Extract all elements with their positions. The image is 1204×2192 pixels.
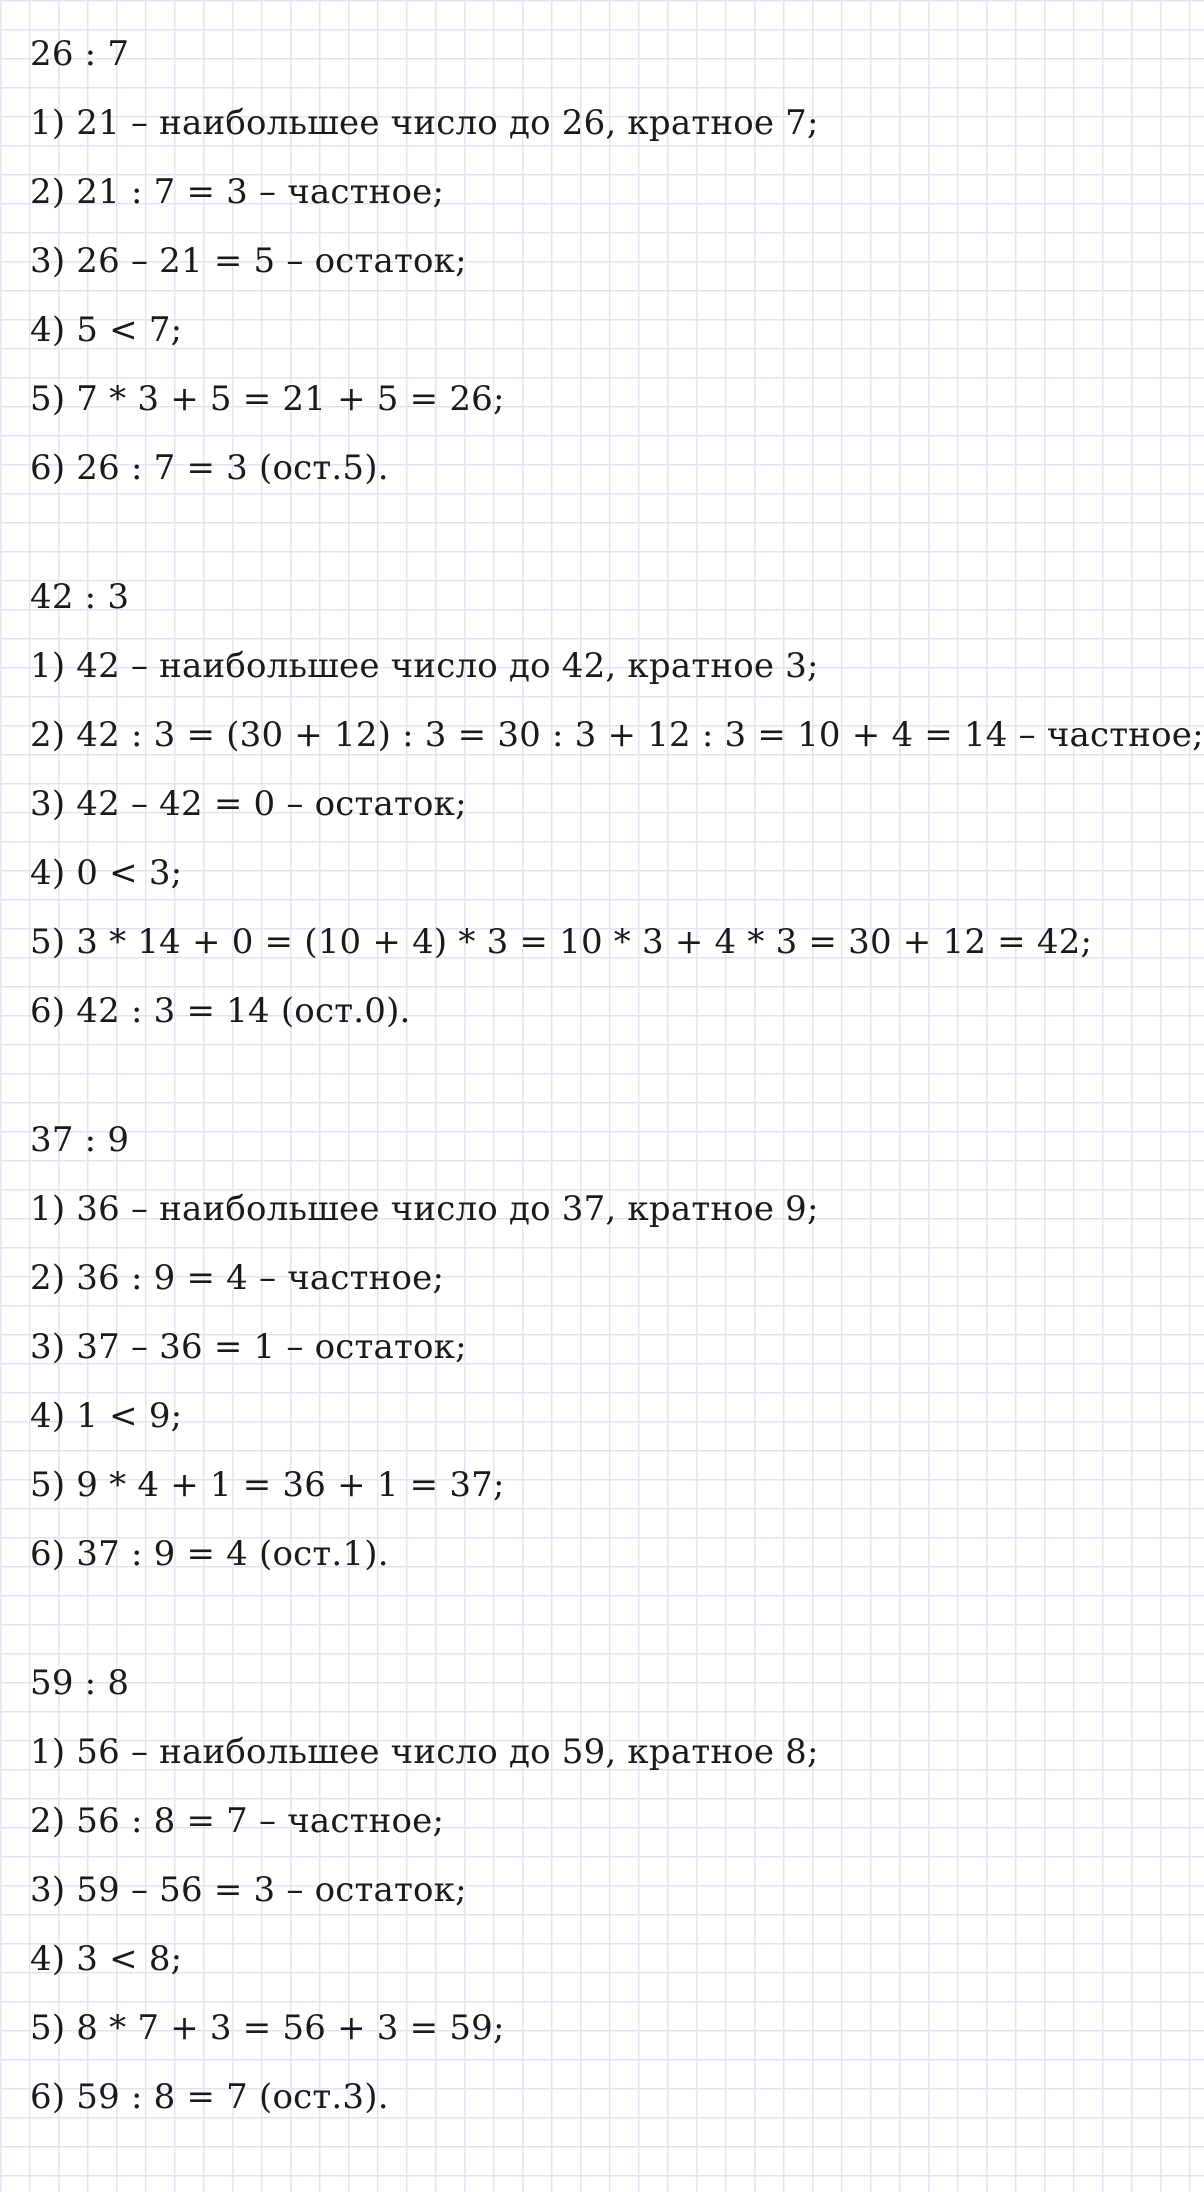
block-title: 26 : 7 [30,34,130,74]
division-block-59-8 [30,1649,1180,2132]
block-title: 59 : 8 [30,1663,130,1703]
step-5: 5) 9 * 4 + 1 = 36 + 1 = 37; [30,1465,505,1505]
block-title: 42 : 3 [30,577,130,617]
step-3: 3) 26 – 21 = 5 – остаток; [30,241,467,281]
step-5: 5) 7 * 3 + 5 = 21 + 5 = 26; [30,379,505,419]
step-4: 4) 1 < 9; [30,1396,183,1436]
step-6: 6) 26 : 7 = 3 (ост.5). [30,448,389,488]
step-3: 3) 59 – 56 = 3 – остаток; [30,1870,467,1910]
step-4: 4) 5 < 7; [30,310,183,350]
solution-page [30,20,1204,2192]
step-1: 1) 42 – наибольшее число до 42, кратное 3; [30,646,819,686]
step-6: 6) 37 : 9 = 4 (ост.1). [30,1534,389,1574]
step-2: 2) 42 : 3 = (30 + 12) : 3 = 30 : 3 + 12 : 3 = 10 + 4 = 14 – частное; [30,715,1204,755]
step-3: 3) 42 – 42 = 0 – остаток; [30,784,467,824]
step-6: 6) 42 : 3 = 14 (ост.0). [30,991,411,1031]
step-5: 5) 3 * 14 + 0 = (10 + 4) * 3 = 10 * 3 + 4 * 3 = 30 + 12 = 42; [30,922,1093,962]
step-5: 5) 8 * 7 + 3 = 56 + 3 = 59; [30,2008,505,2048]
step-2: 2) 21 : 7 = 3 – частное; [30,172,445,212]
step-1: 1) 36 – наибольшее число до 37, кратное 9; [30,1189,819,1229]
division-block-42-3 [30,563,1204,1046]
step-6: 6) 59 : 8 = 7 (ост.3). [30,2077,389,2117]
step-1: 1) 56 – наибольшее число до 59, кратное 8; [30,1732,819,1772]
step-2: 2) 36 : 9 = 4 – частное; [30,1258,445,1298]
step-2: 2) 56 : 8 = 7 – частное; [30,1801,445,1841]
division-block-37-9 [30,1106,1180,1589]
division-block-26-7 [30,20,1180,503]
block-title: 37 : 9 [30,1120,130,1160]
step-3: 3) 37 – 36 = 1 – остаток; [30,1327,467,1367]
step-4: 4) 0 < 3; [30,853,183,893]
step-4: 4) 3 < 8; [30,1939,183,1979]
step-1: 1) 21 – наибольшее число до 26, кратное 7; [30,103,819,143]
